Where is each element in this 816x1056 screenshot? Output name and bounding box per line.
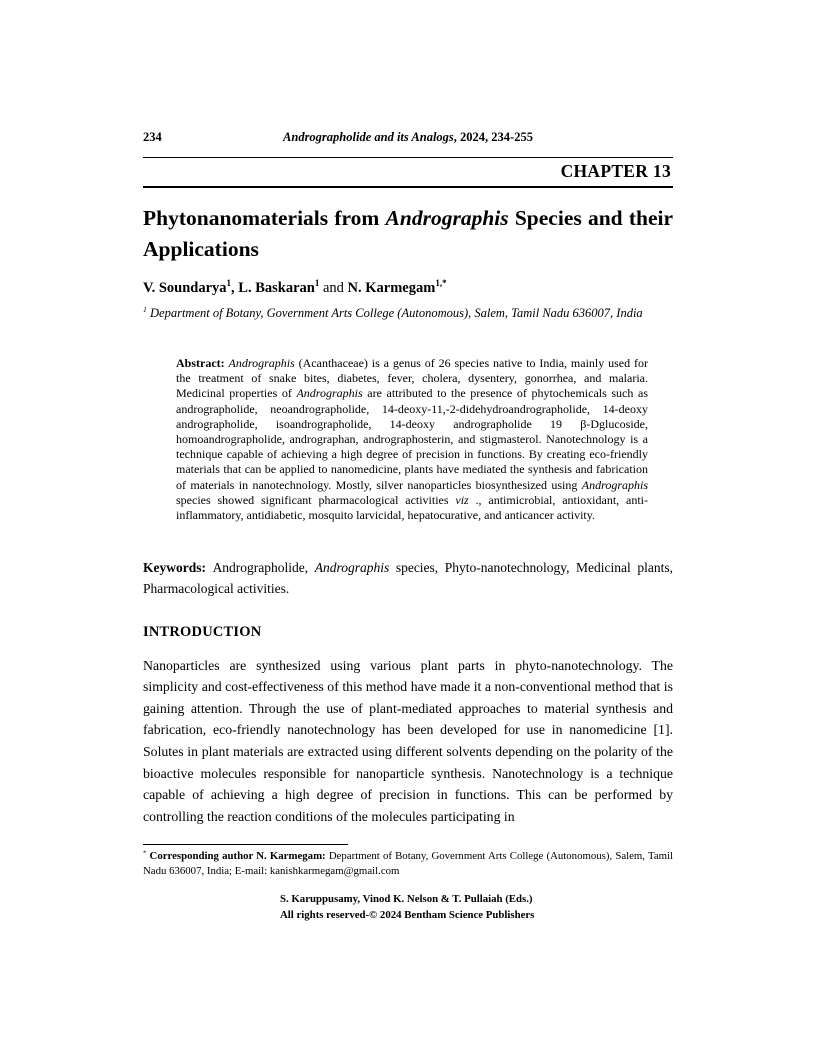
publisher-footer [280, 892, 673, 923]
authors-line: V. Soundarya$^1$, L. Baskaran$^1$ and N. Karmegam$^{1,*}$ [143, 278, 447, 297]
running-head: Andrographolide and its Analogs, 2024, 234-255 [283, 130, 533, 144]
footnote-rule [143, 844, 348, 845]
footer-copyright: All rights reserved-© 2024 Bentham Science Publishers [280, 908, 535, 921]
affiliation: $^1$ Department of Botany, Government Arts College (Autonomous), Salem, Tamil Nadu 636007, India [143, 305, 643, 321]
chapter-label: CHAPTER 13 [143, 157, 673, 188]
page-header [143, 130, 673, 145]
introduction-paragraph: Nanoparticles are synthesized using various plant parts in phyto-nanotechnology. The simplicity and cost-effectiveness of this method have made it a non-conventional method that is gaining attention. Through the use of plant-mediated approaches to material synthesis and fabrication, eco-friendly nanotechnology has been developed for use in nanomedicine [1]. Solutes in plant materials are extracted using different solvents depending on the polarity of the bioactive molecules responsible for nanoparticle synthesis. Nanotechnology is a technique capable of achieving a high degree of precision in functions. This can be performed by controlling the reaction conditions of the molecules participating in [143, 657, 673, 824]
abstract-paragraph: Abstract: Andrographis (Acanthaceae) is a genus of 26 species native to India, mainly used for the treatment of snake bites, diabetes, fever, cholera, dysentery, gonorrhea, and malaria. Medicinal properties of Andrographis are attributed to the presence of phytochemicals such as andrographolide, neoandrographolide, 14-deoxy-11,-2-didehydroandrographolide, 14-deoxy andrographolide, isoandrographolide, 14-deoxy andrographolide 19 β-Dglucoside, homoandrographolide, andrographan, andrographosterin, and stigmasterol. Nanotechnology is a technique capable of achieving a high degree of precision in functions. By creating eco-friendly materials that can be applied to nanomedicine, plants have mediated the synthesis and fabrication of materials in nanotechnology. Mostly, silver nanoparticles biosynthesized using Andrographis species showed significant pharmacological activities viz ., antimicrobial, antioxidant, anti-inflammatory, antidiabetic, mosquito larvicidal, hepatocurative, and anticancer activity. [176, 355, 648, 523]
footer-editors: S. Karuppusamy, Vinod K. Nelson & T. Pullaiah (Eds.) [280, 893, 533, 906]
chapter-title: Phytonanomaterials from Andrographis Species and their Applications [143, 206, 674, 262]
keywords-paragraph: Keywords: Andrographolide, Andrographis species, Phyto-nanotechnology, Medicinal plants, Pharmacological activities. [143, 560, 673, 596]
section-heading-introduction: INTRODUCTION [143, 623, 262, 640]
corresponding-author-footnote: * Corresponding author N. Karmegam: Department of Botany, Government Arts College (Autonomous), Salem, Tamil Nadu 636007, India; E-mail: kanishkarmegam@gmail.com [143, 849, 674, 878]
page-number: 234 [143, 130, 162, 144]
